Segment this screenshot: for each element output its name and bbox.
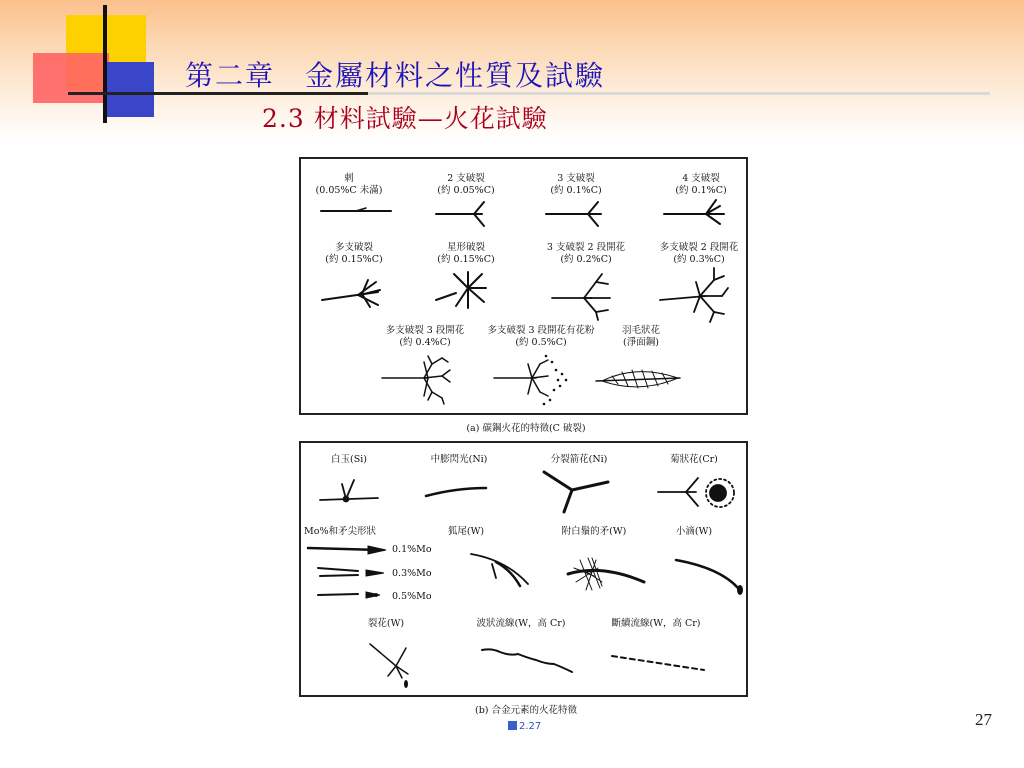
- spark-label: 3 支破裂 (約 0.1%C): [550, 173, 602, 196]
- alloy-spark-sketches: [296, 150, 756, 750]
- sketch-ni-flash: [426, 488, 486, 496]
- alloy-spark-label: 波狀流線(W，高 Cr): [476, 618, 566, 629]
- alloy-spark-label: Mo%和矛尖形狀: [304, 526, 376, 537]
- spark-test-figure: [296, 150, 756, 742]
- spark-label: 多支破裂 2 段開花 (約 0.3%C): [659, 242, 739, 265]
- spark-label: 羽毛狀花 (淨面鋼): [621, 325, 660, 348]
- decor-blue-square: [107, 62, 154, 117]
- decor-red-square: [33, 53, 109, 103]
- spark-label: 剌 (0.05%C 未滿): [315, 173, 383, 196]
- section-title: 2.3 材料試驗—火花試驗: [262, 104, 548, 133]
- alloy-spark-label: 中膨閃光(Ni): [430, 454, 488, 465]
- sketch-dashed-streamline: [612, 656, 704, 670]
- sketch-w-split: [370, 644, 408, 688]
- alloy-spark-label: 裂花(W): [367, 618, 405, 629]
- figure-number: 2.27: [508, 721, 541, 732]
- spark-label: 多支破裂 3 段開花 (約 0.4%C): [385, 325, 465, 348]
- mo-level-label: 0.3%Mo: [392, 568, 432, 579]
- figure-icon: [508, 721, 517, 730]
- alloy-spark-label: 附白鬚的矛(W): [561, 526, 627, 537]
- panel-a-caption: (a) 碳鋼火花的特徵(C 破裂): [466, 423, 586, 434]
- sketch-si: [320, 480, 378, 502]
- alloy-spark-label: 狐尾(W): [447, 526, 485, 537]
- spark-label: 3 支破裂 2 段開花 (約 0.2%C): [546, 242, 626, 265]
- alloy-spark-label: 分裂箭花(Ni): [550, 454, 608, 465]
- alloy-spark-label: 白玉(Si): [331, 454, 367, 465]
- sketch-w-whisker-spear: [568, 558, 644, 590]
- alloy-spark-label: 菊狀花(Cr): [670, 454, 718, 465]
- alloy-spark-label: 斷續流線(W，高 Cr): [611, 618, 701, 629]
- mo-level-label: 0.5%Mo: [392, 591, 432, 602]
- page-number: 27: [975, 710, 992, 729]
- sketch-cr-chrysanthemum: [658, 478, 734, 507]
- sketch-w-fox-tail: [471, 554, 528, 586]
- spark-label: 星形破裂 (約 0.15%C): [437, 242, 495, 265]
- spark-label: 多支破裂 3 段開花有花粉 (約 0.5%C): [487, 325, 595, 348]
- panel-b-caption: (b) 合金元素的火花特徵: [474, 705, 577, 716]
- spark-label: 4 支破裂 (約 0.1%C): [675, 173, 727, 196]
- mo-level-label: 0.1%Mo: [392, 544, 432, 555]
- alloy-spark-label: 小滴(W): [675, 526, 713, 537]
- spark-label: 多支破裂 (約 0.15%C): [325, 242, 383, 265]
- sketch-ni-split: [544, 472, 608, 512]
- chapter-title: 第二章 金屬材料之性質及試驗: [185, 59, 606, 92]
- sketch-w-droplet: [676, 560, 743, 595]
- decor-vertical-line: [103, 5, 107, 123]
- spark-label: 2 支破裂 (約 0.05%C): [437, 173, 495, 196]
- sketch-wavy-streamline: [482, 649, 572, 672]
- sketch-mo-spear: [308, 546, 386, 598]
